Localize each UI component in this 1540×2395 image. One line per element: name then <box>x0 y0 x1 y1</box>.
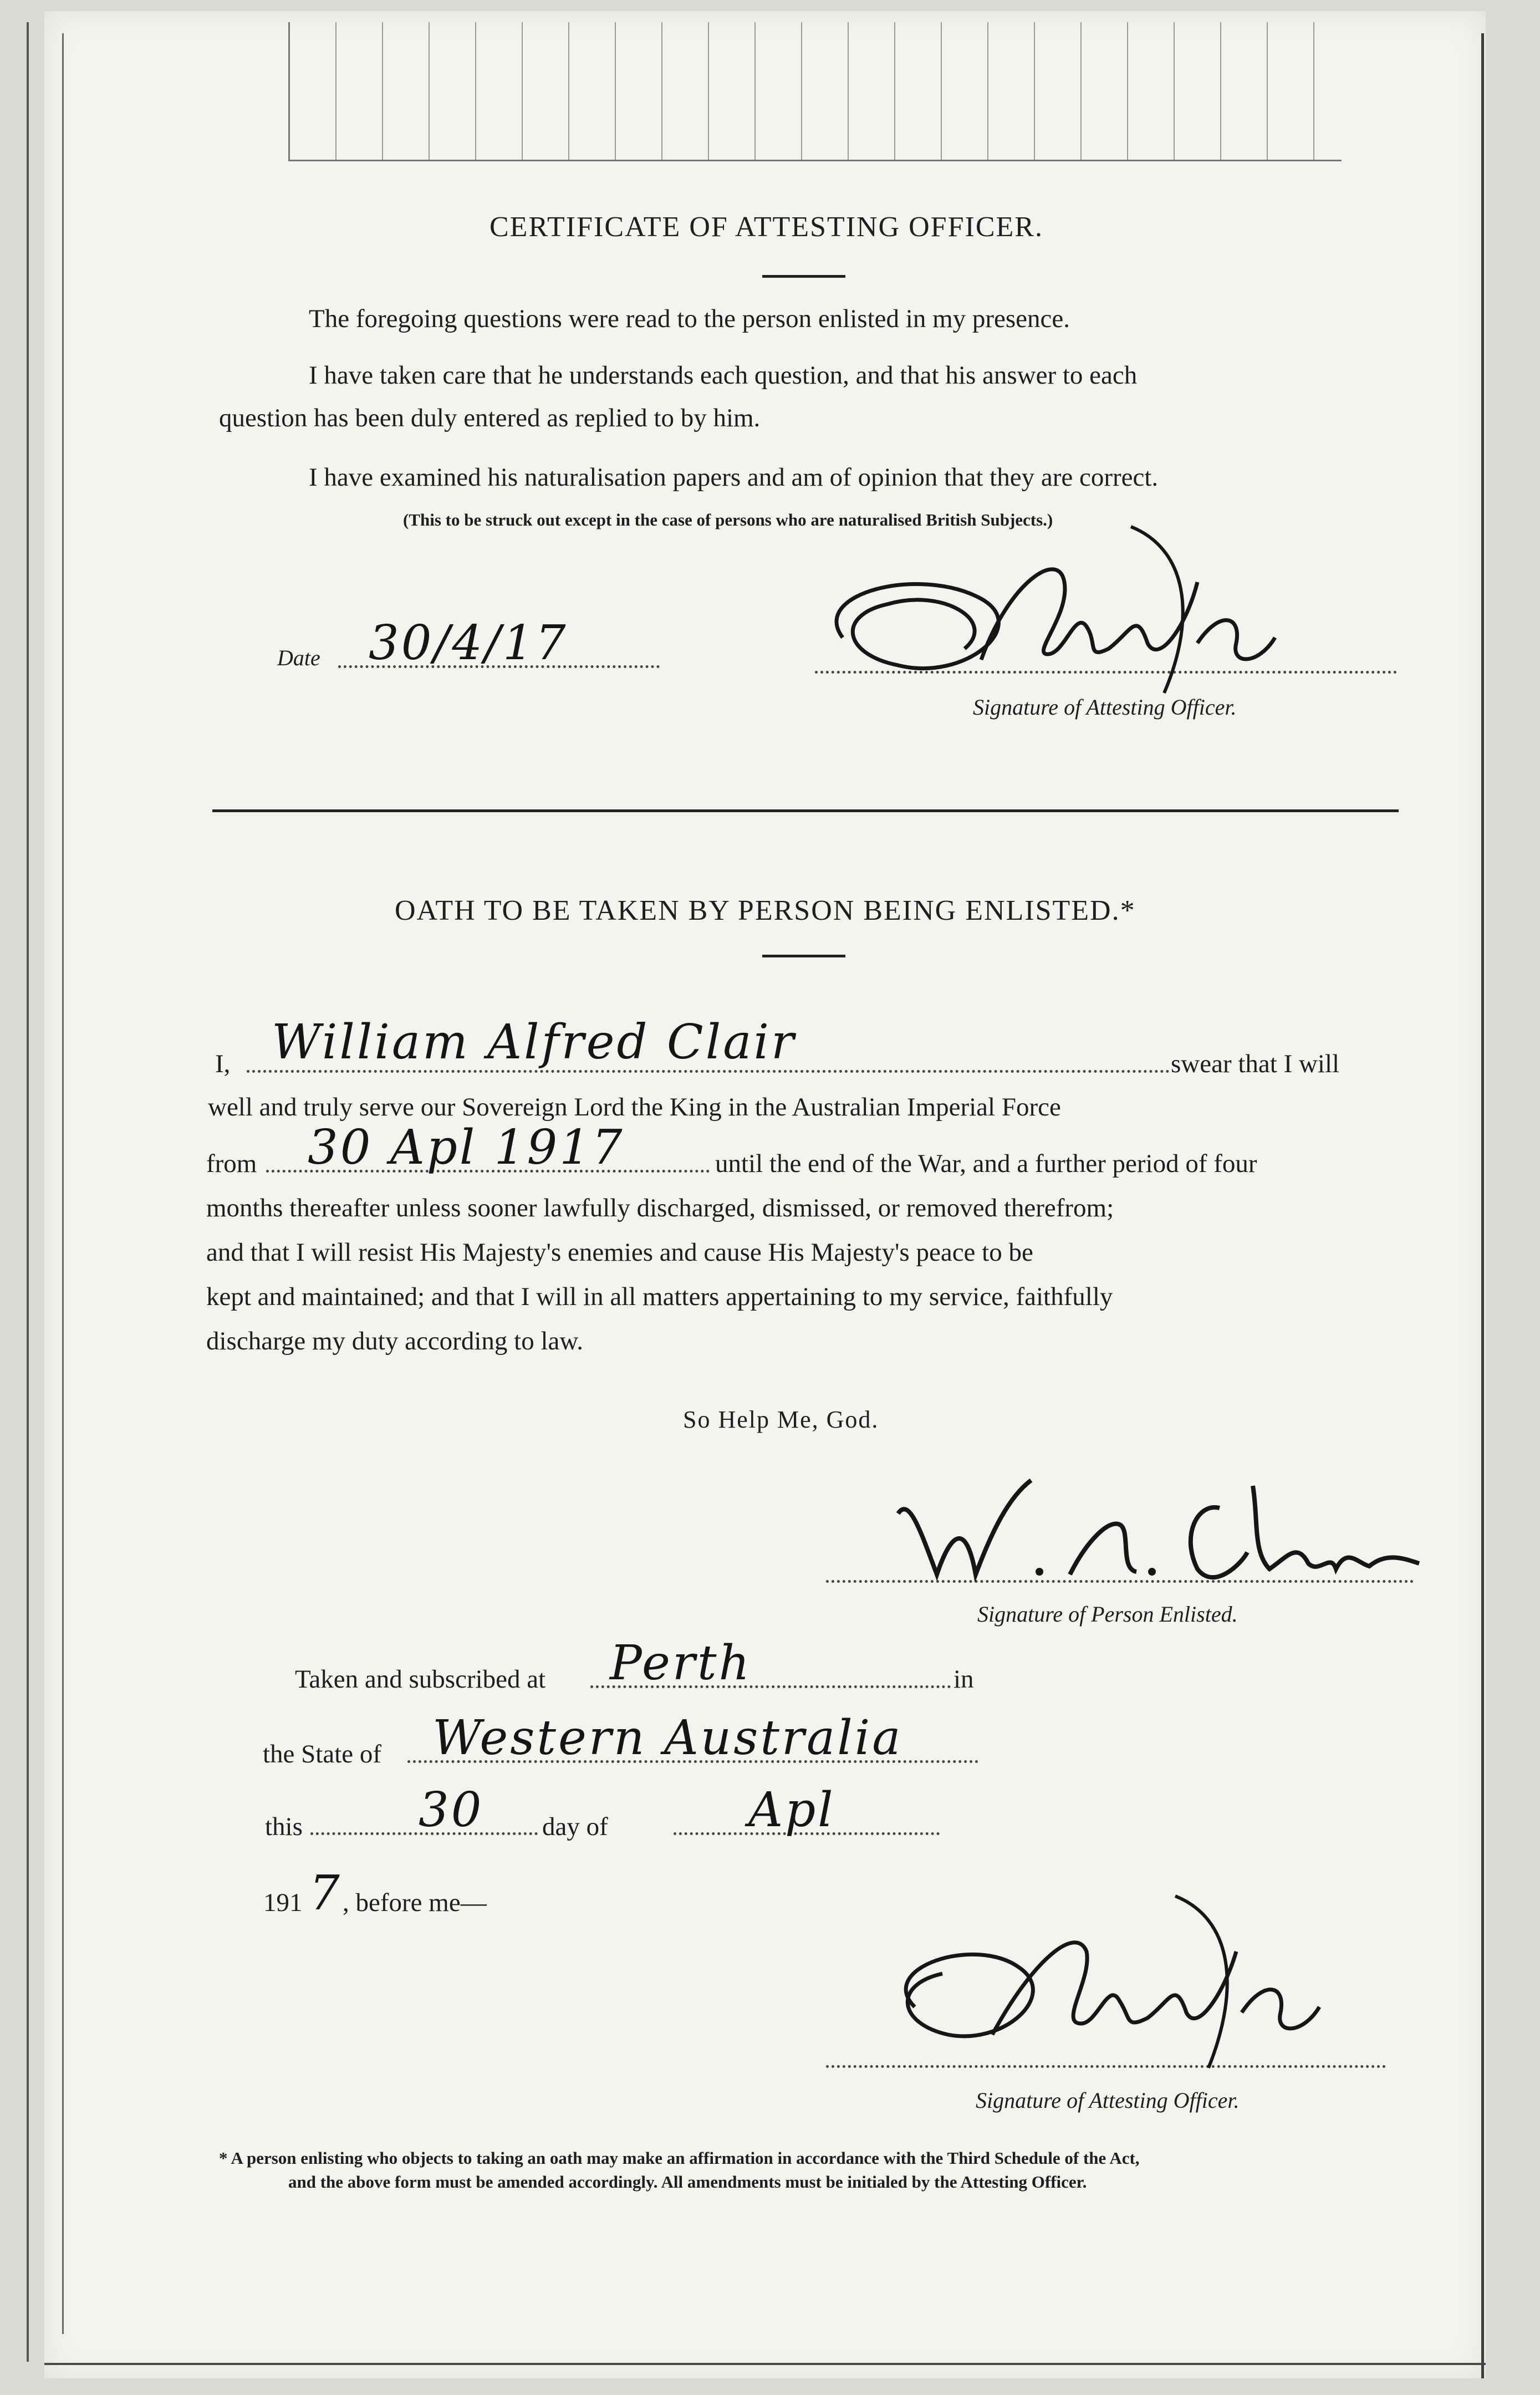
day-of-label: day of <box>542 1812 608 1841</box>
oath-line-7: discharge my duty according to law. <box>206 1327 584 1356</box>
from-date-value: 30 Apl 1917 <box>308 1120 625 1175</box>
second-officer-signature-caption: Signature of Attesting Officer. <box>976 2088 1240 2113</box>
second-officer-signature <box>865 1885 1364 2085</box>
name-line <box>247 1070 1170 1073</box>
oath-i-label: I, <box>215 1049 231 1078</box>
naturalisation-note: (This to be struck out except in the case of persons who are naturalised British Subjects.) <box>403 510 1053 529</box>
officer-signature-caption: Signature of Attesting Officer. <box>973 695 1237 720</box>
before-me: , before me— <box>343 1888 487 1917</box>
oath-title-underline <box>762 955 845 957</box>
footnote-line-1: * A person enlisting who objects to taking an oath may make an affirmation in accordance with the Third Schedule of the Act, <box>219 2148 1140 2168</box>
page-edge-bottom <box>44 2363 1486 2365</box>
state-value: Western Australia <box>432 1710 903 1766</box>
certificate-title: CERTIFICATE OF ATTESTING OFFICER. <box>489 211 1043 243</box>
enlisted-signature-caption: Signature of Person Enlisted. <box>977 1602 1238 1627</box>
section-divider <box>212 809 1399 812</box>
enlisted-signature <box>887 1464 1430 1597</box>
certificate-line-3: I have examined his naturalisation papers and am of opinion that they are correct. <box>309 463 1159 492</box>
oath-swear-text: swear that I will <box>1171 1049 1340 1078</box>
this-label: this <box>265 1812 303 1841</box>
oath-line-6: kept and maintained; and that I will in all matters appertaining to my service, faithfully <box>206 1282 1113 1311</box>
month-value: Apl <box>748 1782 835 1838</box>
taken-label: Taken and subscribed at <box>295 1665 546 1694</box>
so-help-me-god: So Help Me, God. <box>683 1406 879 1433</box>
place-value: Perth <box>610 1635 752 1691</box>
certificate-line-2a: I have taken care that he understands each question, and that his answer to each <box>309 361 1138 390</box>
state-label: the State of <box>263 1740 382 1769</box>
date-label: Date <box>277 645 320 670</box>
page-edge-inner <box>62 33 64 2334</box>
day-value: 30 <box>419 1782 484 1838</box>
oath-line-5: and that I will resist His Majesty's enemies and cause His Majesty's peace to be <box>206 1238 1033 1267</box>
year-prefix: 191 <box>263 1888 303 1917</box>
enlistee-name: William Alfred Clair <box>272 1015 797 1070</box>
page-edge-right <box>1481 33 1484 2378</box>
torn-form-stub-edge <box>288 160 1342 161</box>
torn-form-stub <box>288 22 1343 161</box>
footnote-line-2: and the above form must be amended accordingly. All amendments must be initialed by the Attesting Officer. <box>288 2172 1087 2192</box>
in-label: in <box>953 1665 974 1694</box>
date-value: 30/4/17 <box>369 615 568 671</box>
oath-line-4: months thereafter unless sooner lawfully discharged, dismissed, or removed therefrom; <box>206 1194 1114 1222</box>
page-edge-left <box>27 22 29 2362</box>
year-value: 7 <box>309 1866 342 1921</box>
certificate-line-2b: question has been duly entered as replied to by him. <box>219 404 761 432</box>
oath-line-2: well and truly serve our Sovereign Lord the King in the Australian Imperial Force <box>208 1093 1061 1122</box>
oath-from-label: from <box>206 1149 257 1178</box>
certificate-line-1: The foregoing questions were read to the person enlisted in my presence. <box>309 304 1070 333</box>
oath-title: OATH TO BE TAKEN BY PERSON BEING ENLISTED.* <box>395 895 1136 926</box>
oath-from-rest: until the end of the War, and a further period of four <box>715 1149 1257 1178</box>
title-underline <box>762 275 845 278</box>
